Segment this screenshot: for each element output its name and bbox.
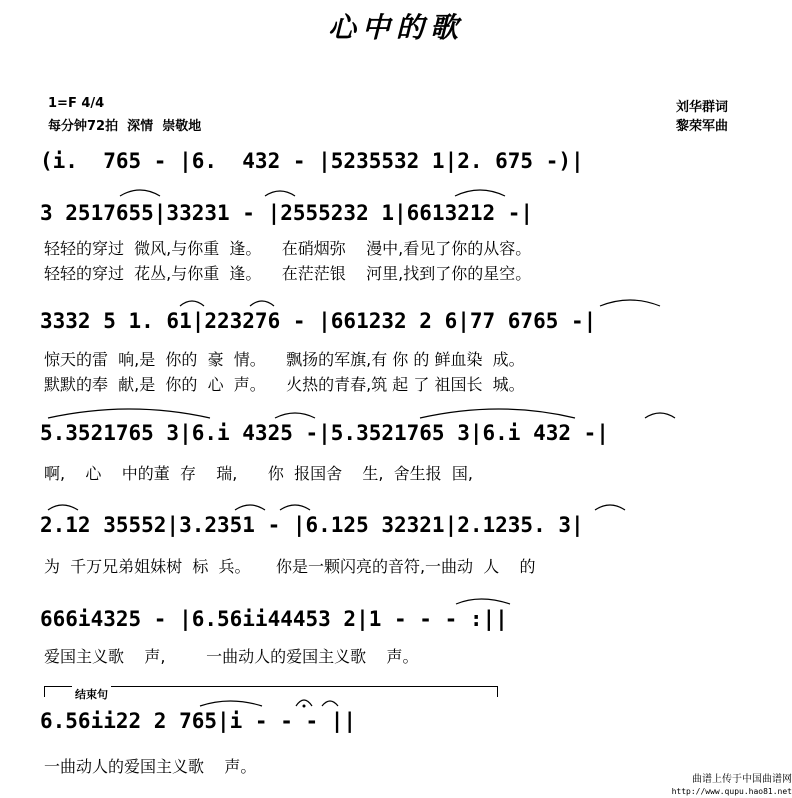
score-line-6: 666i4325 - |6.56ii44453 2|1 - - - :|| [40,607,508,631]
lyric-line-1: 轻轻的穿过 微风,与你重 逢。 在硝烟弥 漫中,看见了你的从容。 [44,239,532,258]
slur [235,505,265,510]
slur [456,599,510,604]
watermark-line-2: http://www.qupu.hao81.net [671,787,792,796]
slur [595,505,625,510]
lyric-line-6: 为 千万兄弟姐妹树 标 兵。 你是一颗闪亮的音符,一曲动 人 的 [44,557,536,576]
slur [455,190,505,196]
slur [280,505,310,510]
watermark [642,774,792,798]
slur [180,301,204,306]
slur [120,190,160,196]
score-line-2: 3 2517655|33231 - |2555232 1|6613212 -| [40,201,534,225]
lyric-line-7: 爱国主义歌 声, 一曲动人的爱国主义歌 声。 [44,647,419,666]
slur [645,413,675,418]
slur [48,505,78,510]
score-line-7: 6.56ii22 2 765|i - - - || [40,709,357,733]
score-line-4: 5.3521765 3|6.i 4325 -|5.3521765 3|6.i 432 -| [40,421,609,445]
slur [420,409,575,418]
slur [48,409,210,418]
score-line-3: 3332 5 1. 61|223276 - |661232 2 6|77 6765 -| [40,309,597,333]
lyric-line-2: 轻轻的穿过 花丛,与你重 逢。 在茫茫银 河里,找到了你的星空。 [44,264,532,283]
slur [265,191,295,196]
tempo-marking: 每分钟72拍 深情 崇敬地 [48,119,202,134]
slur [200,701,262,706]
lyric-line-3: 惊天的雷 响,是 你的 豪 情。 飘扬的军旗,有 你 的 鲜血染 成。 [44,350,525,369]
lyric-line-8: 一曲动人的爱国主义歌 声。 [44,757,257,776]
lyricist-credit: 刘华群词 [676,100,729,115]
watermark-line-1: 曲谱上传于中国曲谱网 [692,774,792,785]
key-meter: 1=F 4/4 [48,96,105,111]
score-line-5: 2.12 35552|3.2351 - |6.125 32321|2.1235. 3| [40,513,584,537]
slur [600,300,660,306]
slur [275,413,315,418]
composer-credit: 黎荣军曲 [676,119,729,134]
fermata-arc [296,700,312,706]
lyric-line-5: 啊, 心 中的董 存 瑞, 你 报国舍 生, 舍生报 国, [44,464,473,483]
slur [322,701,338,706]
lyric-line-4: 默默的奉 献,是 你的 心 声。 火热的青春,筑 起 了 祖国长 城。 [44,375,525,394]
song-title: 心中的歌 [327,11,464,44]
ending-bracket [44,686,498,697]
ending-label: 结束句 [72,686,111,702]
slur [250,301,274,306]
score-line-1: (i. 765 - |6. 432 - |5235532 1|2. 675 -)| [40,149,584,173]
